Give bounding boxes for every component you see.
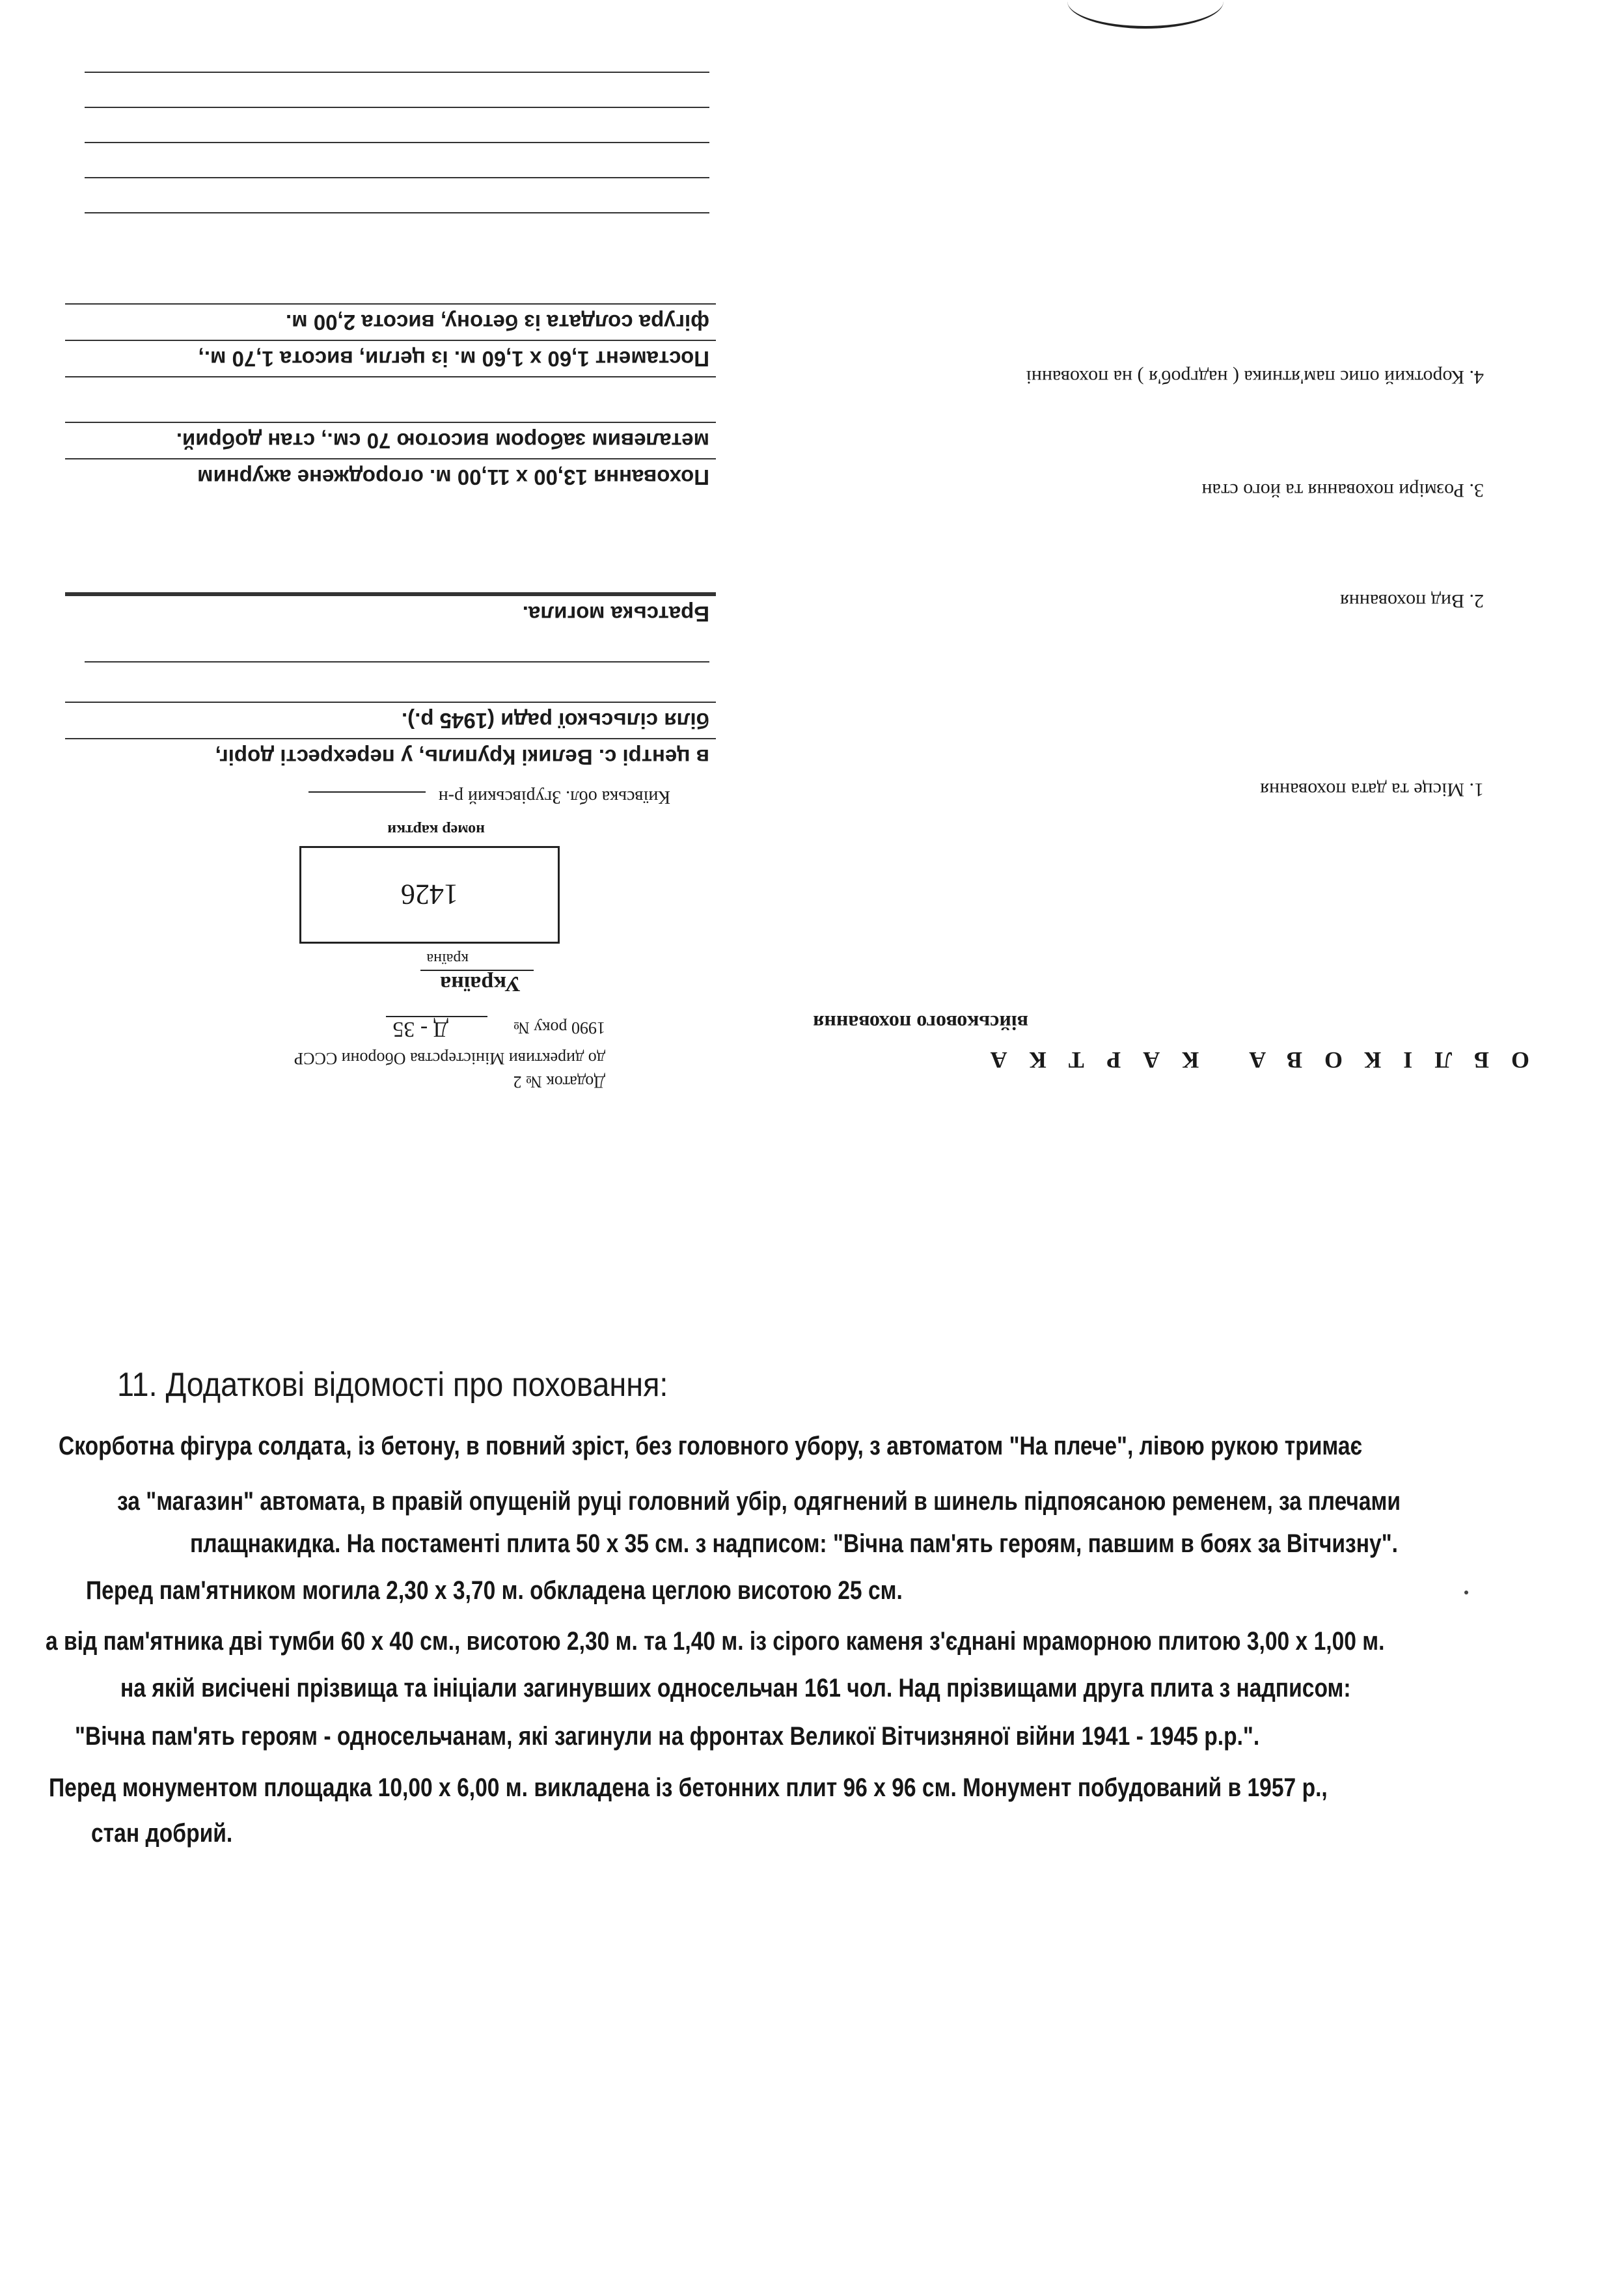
additional-info-line: Перед пам'ятником могила 2,30 х 3,70 м. обкладена цеглою висотою 25 см. [86, 1576, 903, 1605]
question-place-date: 1. Місце та дата поховання [1260, 779, 1484, 800]
appendix-note [294, 1046, 605, 1093]
entry-line: в центрі с. Великі Крупиль, у перехресті доріг, [65, 738, 716, 774]
blank-lines [85, 661, 709, 696]
entry-line: біля сільської ради (1945 р.). [65, 702, 716, 738]
additional-info-line: стан добрий. [91, 1819, 233, 1848]
burial-type-entry [65, 592, 716, 631]
region-text: Київська обл. Згурівський р-н [438, 787, 670, 807]
card-number: 1426 [401, 879, 458, 911]
additional-info-line: плащнакидка. На постаменті плита 50 х 35 см. з надписом: "Вічна пам'ять героям, павшим в боях за Вітчизну". [190, 1529, 1398, 1558]
blank-lines [85, 72, 709, 247]
place-entry [65, 702, 716, 774]
entry-line: Братська могила. [65, 595, 716, 631]
additional-info-line: за "магазин" автомата, в правій опущеній руці головний убір, одягнений в шинель підпоясаною ременем, за плечами [117, 1487, 1401, 1516]
question-monument: 4. Короткий опис пам'ятника ( надгроб'я ) на похованні [1026, 366, 1484, 388]
additional-info-line: на якій висічені прізвища та ініціали загинувших односельчан 161 чол. Над прізвищами друга плита з надписом: [120, 1674, 1351, 1702]
directive-line [386, 1017, 605, 1041]
entry-line: металевим забором висотою 70 см., стан добрий. [65, 422, 716, 458]
question-burial-type: 2. Вид поховання [1340, 590, 1484, 612]
directive-prefix: 1990 року № [513, 1018, 605, 1037]
size-entry [65, 422, 716, 495]
additional-info-line: "Вічна пам'ять героям - односельчанам, які загинули на фронтах Великої Вітчизняної війни 1941 - 1945 р.р.". [75, 1722, 1260, 1751]
appendix-line: Додаток № 2 [513, 1073, 605, 1091]
entry-line: Поховання 13,00 х 11,00 м. огороджене ажурним [65, 458, 716, 495]
card-subtitle: військового поховання [813, 1011, 1028, 1035]
directive-number: Д - 35 [386, 1016, 487, 1041]
entry-line: фігура солдата із бетону, висота 2,00 м. [65, 303, 716, 340]
additional-info-heading: 11. Додаткові відомості про поховання: [117, 1366, 668, 1404]
card-title: ОБЛІКОВА КАРТКА [968, 1047, 1529, 1073]
additional-info-line: а від пам'ятника дві тумби 60 х 40 см., висотою 2,30 м. та 1,40 м. із сірого каменя з'єднані мраморною плитою 3,00 х 1,00 м. [46, 1627, 1385, 1656]
card-number-box [299, 846, 560, 944]
additional-info-line: Скорботна фігура солдата, із бетону, в повний зріст, без головного убору, з автоматом "На плече", лівою рукою тримає [59, 1432, 1363, 1460]
country-caption: країна [426, 950, 469, 967]
country-value: Україна [420, 970, 534, 996]
additional-info-line: Перед монументом площадка 10,00 х 6,00 м. викладена із бетонних плит 96 х 96 см. Монумент побудований в 1957 р., [49, 1773, 1328, 1802]
monument-entry [65, 303, 716, 377]
question-size-state: 3. Розміри поховання та його стан [1201, 480, 1484, 501]
region-line [308, 786, 670, 807]
card-number-caption: номер картки [387, 821, 485, 838]
entry-line: Постамент 1,60 х 1,60 м. із цегли, висота 1,70 м., [65, 340, 716, 376]
scan-speck [1464, 1591, 1468, 1594]
appendix-line: до директиви Міністерства Оборони СССР [294, 1049, 605, 1068]
